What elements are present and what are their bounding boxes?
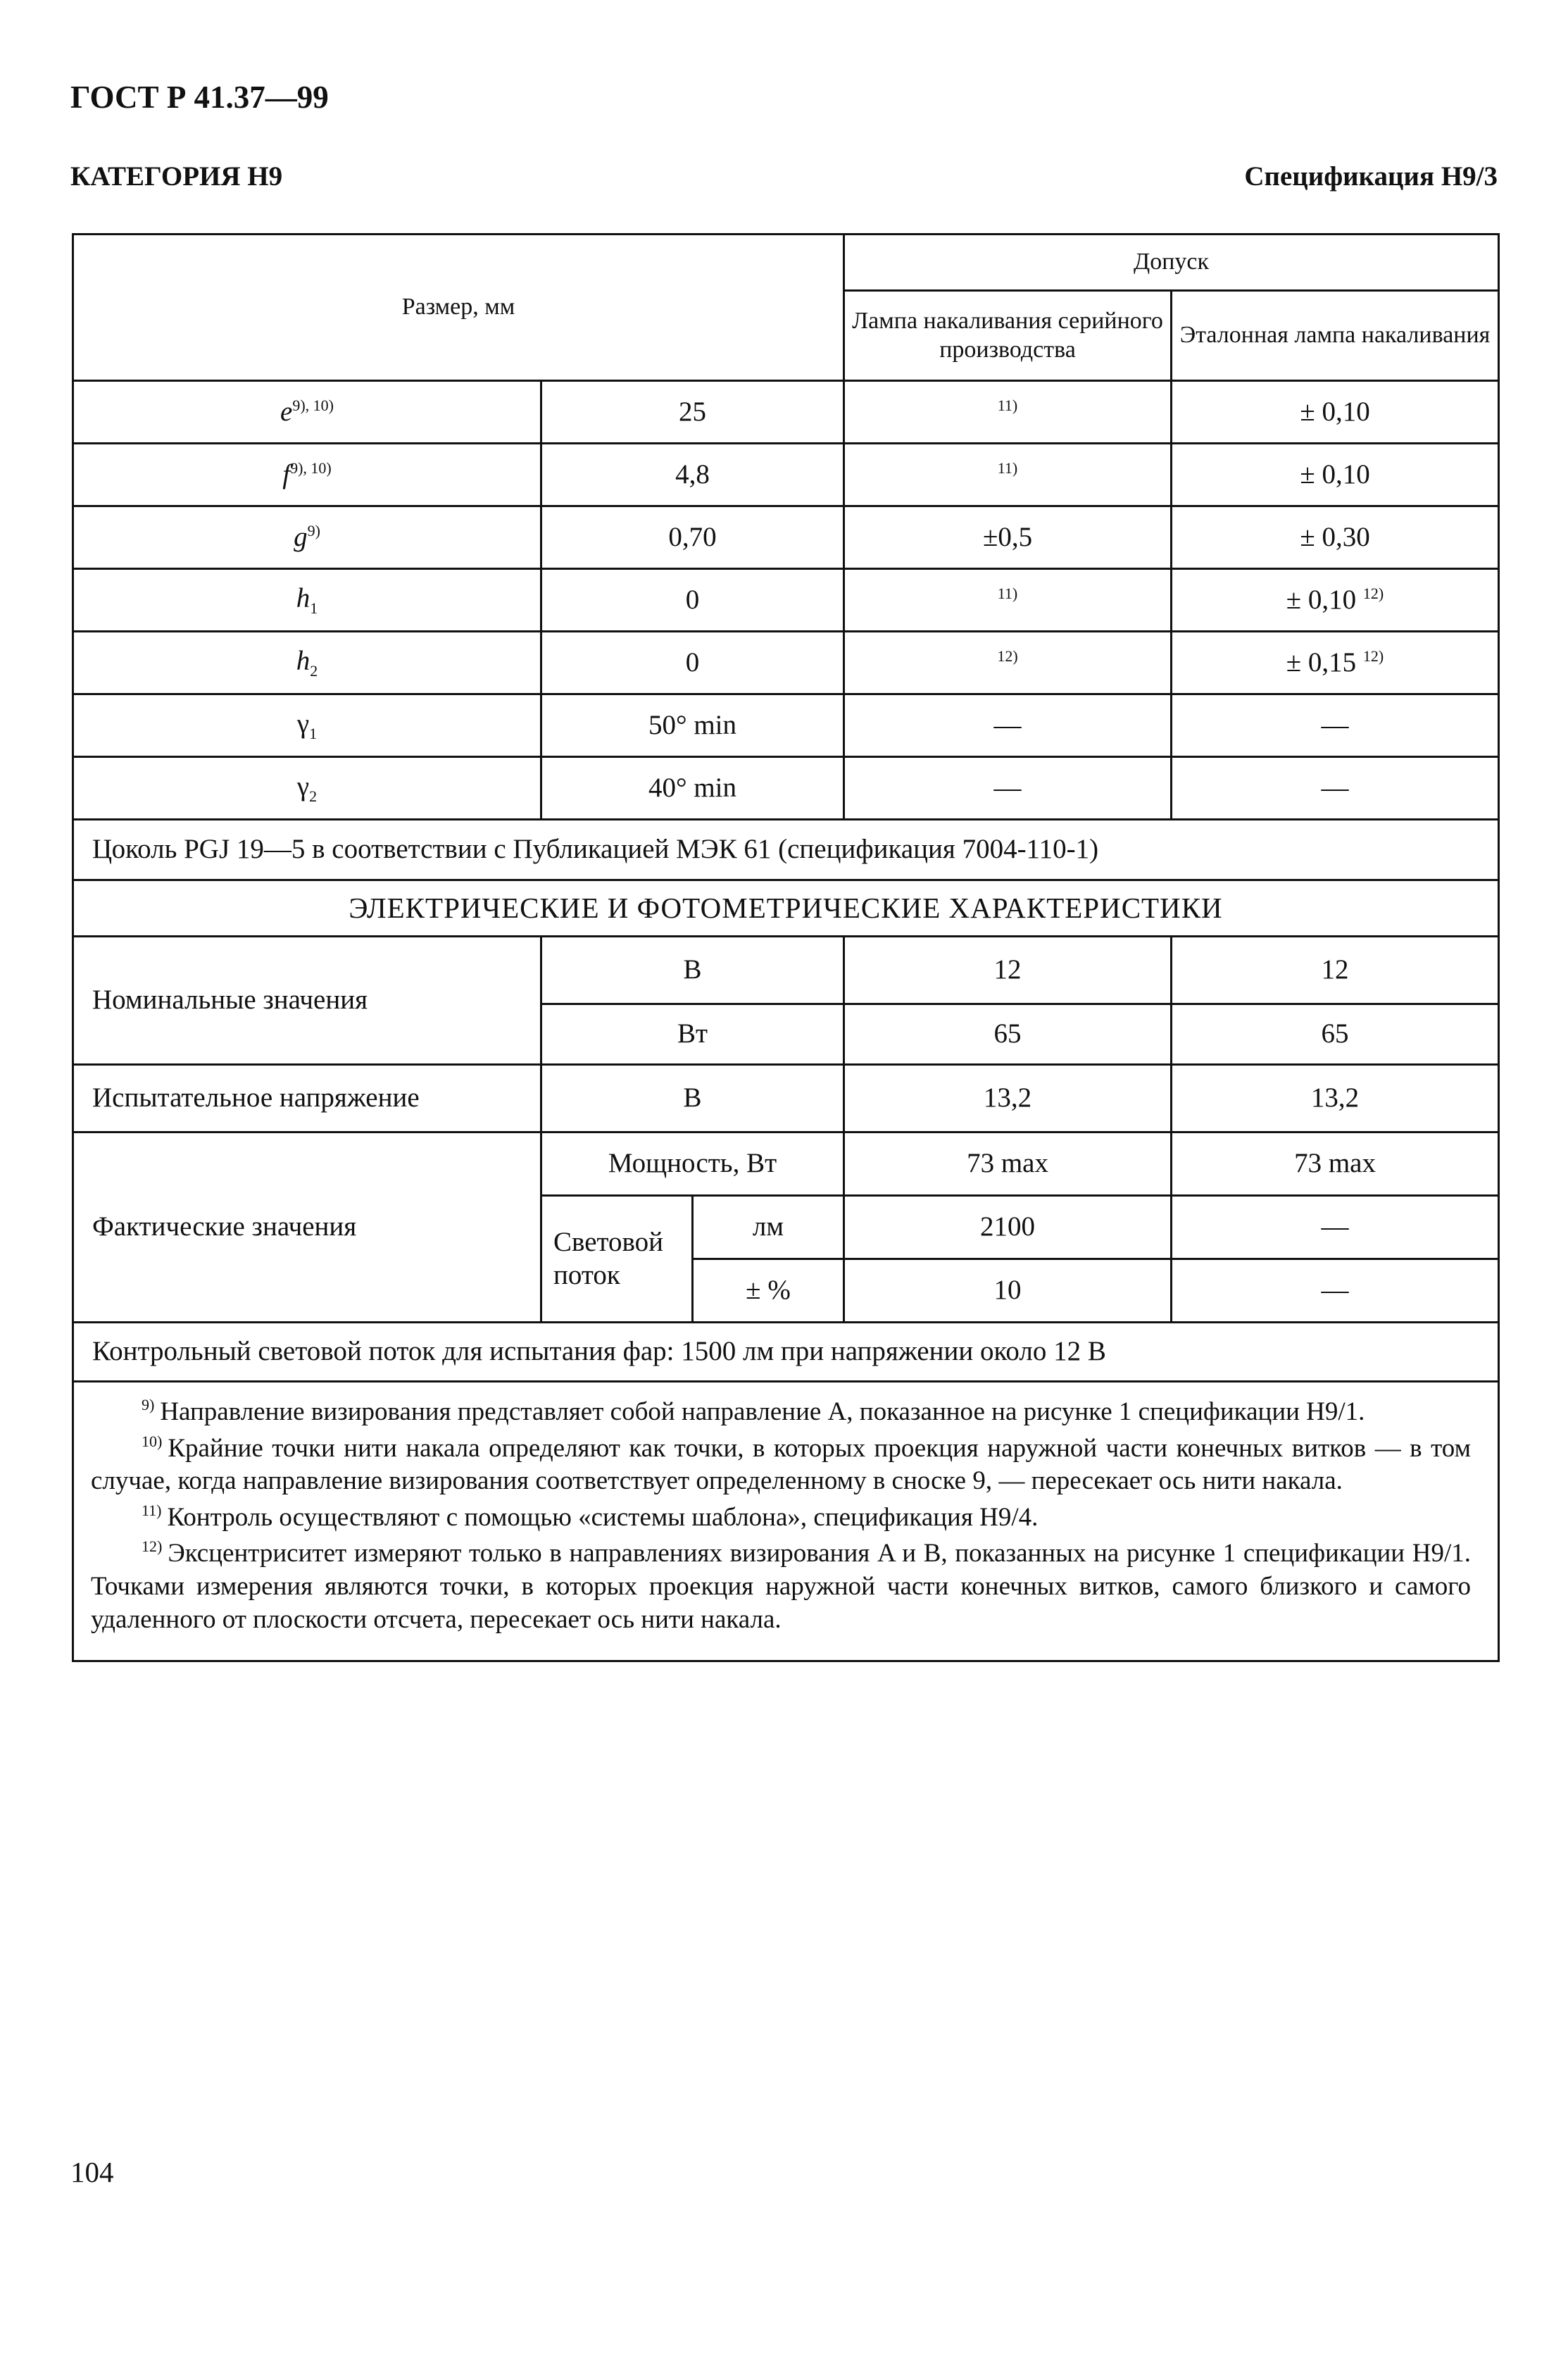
table-row bbox=[73, 444, 1499, 506]
reference-tolerance: ± 0,10 bbox=[1172, 381, 1499, 444]
serial-tolerance: ±0,5 bbox=[844, 506, 1172, 569]
table-row bbox=[73, 569, 1499, 632]
power-serial: 73 max bbox=[844, 1132, 1172, 1196]
dimension-value: 0 bbox=[541, 569, 844, 632]
serial-tolerance: — bbox=[844, 694, 1172, 757]
table-row bbox=[73, 757, 1499, 820]
reference-tolerance: ± 0,15 $^{12)}$ bbox=[1172, 632, 1499, 694]
nominal-power-serial: 65 bbox=[844, 1004, 1172, 1065]
dimension-symbol: $g^{9)}$ bbox=[73, 506, 541, 569]
serial-lamp-header: Лампа накаливания серийного производства bbox=[844, 291, 1172, 381]
reference-tolerance: — bbox=[1172, 694, 1499, 757]
serial-tolerance: 11) bbox=[844, 381, 1172, 444]
dimension-symbol: $f^{9), 10)}$ bbox=[73, 444, 541, 506]
reference-lamp-header: Эталонная лампа накаливания bbox=[1172, 291, 1499, 381]
actual-values-label: Фактические значения bbox=[73, 1132, 541, 1323]
tolerance-header: Допуск bbox=[844, 235, 1499, 291]
dimension-value: 50° min bbox=[541, 694, 844, 757]
nominal-voltage-unit: В bbox=[541, 937, 844, 1004]
dimension-symbol: $\gamma_2$ bbox=[73, 757, 541, 820]
dimension-value: 0 bbox=[541, 632, 844, 694]
power-reference: 73 max bbox=[1172, 1132, 1499, 1196]
category-title: КАТЕГОРИЯ Н9 bbox=[70, 161, 283, 192]
luminous-flux-label: Световой поток bbox=[541, 1196, 693, 1323]
power-label: Мощность, Вт bbox=[541, 1132, 844, 1196]
reference-tolerance: ± 0,10 bbox=[1172, 444, 1499, 506]
footnote: $^{12)}$ Эксцентриситет измеряют только в направлениях визирования A и B, показанных на рисунке 1 спецификации Н9/1. Точками измерения являются точки, в которых проекция наружной части конечных витков, самого близкого и самого удаленного от плоскости отсчета, пересекает ось нити накала. bbox=[91, 1537, 1472, 1634]
nominal-label: Номинальные значения bbox=[73, 937, 541, 1065]
serial-tolerance: 11) bbox=[844, 444, 1172, 506]
section-title: ЭЛЕКТРИЧЕСКИЕ И ФОТОМЕТРИЧЕСКИЕ ХАРАКТЕРИСТИКИ bbox=[73, 880, 1499, 937]
dimension-symbol: $\gamma_1$ bbox=[73, 694, 541, 757]
dimension-symbol: $h_1$ bbox=[73, 569, 541, 632]
table-row bbox=[73, 632, 1499, 694]
dimension-value: 25 bbox=[541, 381, 844, 444]
page-number: 104 bbox=[70, 2156, 114, 2188]
nominal-power-unit: Вт bbox=[541, 1004, 844, 1065]
cap-note: Цоколь PGJ 19—5 в соответствии с Публикацией МЭК 61 (спецификация 7004-110-1) bbox=[73, 820, 1499, 880]
footnote: $^{11)}$ Контроль осуществляют с помощью «системы шаблона», спецификация Н9/4. bbox=[142, 1501, 1039, 1532]
flux-lm-serial: 2100 bbox=[844, 1196, 1172, 1259]
test-voltage-serial: 13,2 bbox=[844, 1065, 1172, 1132]
test-voltage-unit: В bbox=[541, 1065, 844, 1132]
dimension-value: 0,70 bbox=[541, 506, 844, 569]
table-row bbox=[73, 506, 1499, 569]
test-voltage-reference: 13,2 bbox=[1172, 1065, 1499, 1132]
table-row bbox=[73, 381, 1499, 444]
specification-table bbox=[72, 233, 1500, 1662]
dimension-symbol: $e^{9), 10)}$ bbox=[73, 381, 541, 444]
nominal-power-reference: 65 bbox=[1172, 1004, 1499, 1065]
control-flux-note: Контрольный световой поток для испытания фар: 1500 лм при напряжении около 12 В bbox=[73, 1323, 1499, 1382]
flux-pct-reference: — bbox=[1172, 1259, 1499, 1323]
flux-pct-serial: 10 bbox=[844, 1259, 1172, 1323]
document-number: ГОСТ Р 41.37—99 bbox=[70, 80, 329, 115]
dimension-symbol: $h_2$ bbox=[73, 632, 541, 694]
dimension-value: 40° min bbox=[541, 757, 844, 820]
nominal-voltage-reference: 12 bbox=[1172, 937, 1499, 1004]
test-voltage-label: Испытательное напряжение bbox=[73, 1065, 541, 1132]
serial-tolerance: — bbox=[844, 757, 1172, 820]
footnote: $^{10)}$ Крайние точки нити накала определяют как точки, в которых проекция наружной части конечных витков — в том случае, когда направление визирования соответствует определенному в сноске 9, — пересекает ось нити накала. bbox=[91, 1432, 1472, 1496]
flux-lm-unit: лм bbox=[693, 1196, 844, 1259]
table-row bbox=[73, 694, 1499, 757]
reference-tolerance: ± 0,10 $^{12)}$ bbox=[1172, 569, 1499, 632]
specification-label: Спецификация Н9/3 bbox=[1244, 161, 1498, 192]
dimension-value: 4,8 bbox=[541, 444, 844, 506]
reference-tolerance: ± 0,30 bbox=[1172, 506, 1499, 569]
footnotes bbox=[73, 1382, 1499, 1661]
reference-tolerance: — bbox=[1172, 757, 1499, 820]
serial-tolerance: 12) bbox=[844, 632, 1172, 694]
flux-pct-unit: ± % bbox=[693, 1259, 844, 1323]
size-header: Размер, мм bbox=[73, 235, 844, 381]
footnote: $^{9)}$ Направление визирования представляет собой направление A, показанное на рисунке 1 спецификации Н9/1. bbox=[142, 1396, 1365, 1426]
flux-lm-reference: — bbox=[1172, 1196, 1499, 1259]
serial-tolerance: 11) bbox=[844, 569, 1172, 632]
nominal-voltage-serial: 12 bbox=[844, 937, 1172, 1004]
